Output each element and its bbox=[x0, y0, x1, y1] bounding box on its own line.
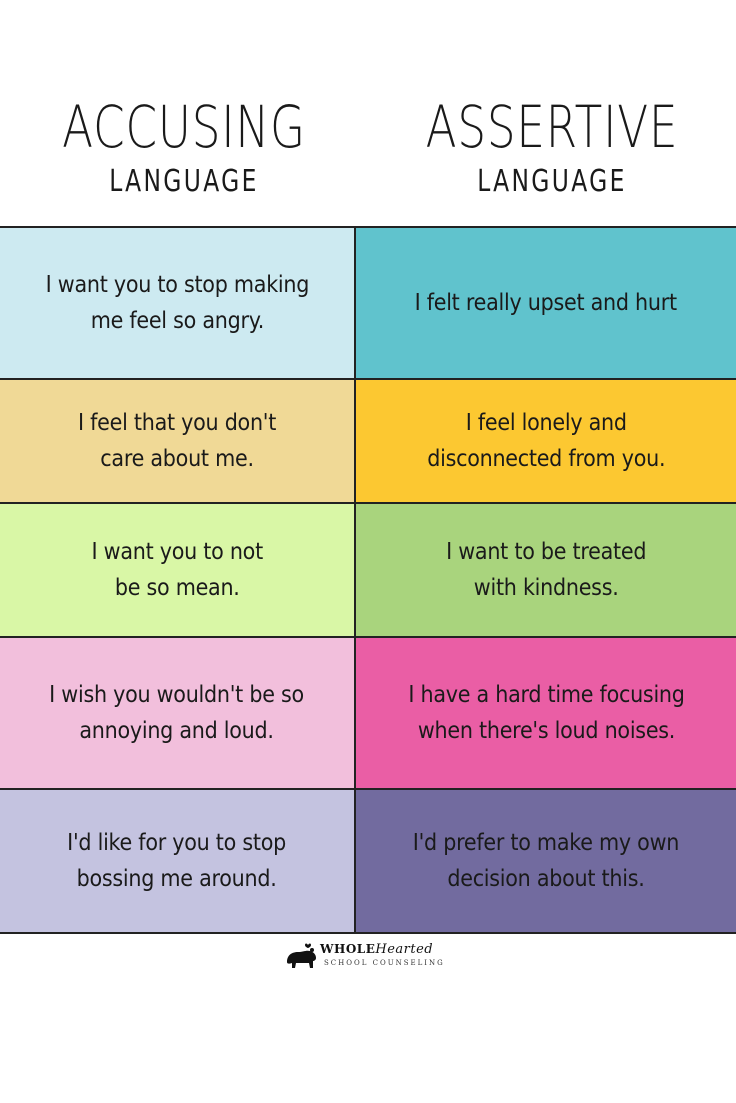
assertive-title: ASSERTIVE bbox=[425, 93, 679, 161]
assertive-text: I want to be treated with kindness. bbox=[445, 539, 647, 601]
assertive-cell bbox=[354, 226, 736, 380]
bear-icon bbox=[284, 942, 318, 972]
assertive-cell bbox=[354, 378, 736, 504]
assertive-text: I'd prefer to make my own decision about this. bbox=[412, 830, 680, 892]
assertive-header bbox=[368, 92, 736, 202]
accusing-cell bbox=[0, 636, 356, 790]
brand-tagline: SCHOOL COUNSELING bbox=[324, 959, 445, 967]
brand-name: WHOLEHearted bbox=[320, 942, 434, 957]
comparison-grid bbox=[0, 226, 736, 936]
assertive-text: I feel lonely and disconnected from you. bbox=[426, 410, 666, 472]
accusing-text: I feel that you don't care about me. bbox=[77, 410, 277, 472]
assertive-cell bbox=[354, 636, 736, 790]
accusing-title: ACCUSING bbox=[62, 93, 306, 161]
assertive-cell bbox=[354, 502, 736, 638]
assertive-cell bbox=[354, 788, 736, 934]
accusing-cell bbox=[0, 226, 356, 380]
accusing-text: I want you to not be so mean. bbox=[91, 539, 263, 601]
accusing-text: I want you to stop making me feel so angry. bbox=[45, 272, 309, 334]
assertive-text: I have a hard time focusing when there's loud noises. bbox=[407, 682, 685, 744]
accusing-subtitle: LANGUAGE bbox=[109, 164, 259, 199]
accusing-text: I'd like for you to stop bossing me around. bbox=[67, 830, 287, 892]
accusing-text: I wish you wouldn't be so annoying and loud. bbox=[49, 682, 305, 744]
assertive-subtitle: LANGUAGE bbox=[477, 164, 627, 199]
assertive-text: I felt really upset and hurt bbox=[414, 290, 678, 316]
poster-header bbox=[0, 0, 736, 225]
accusing-cell bbox=[0, 378, 356, 504]
accusing-cell bbox=[0, 788, 356, 934]
accusing-cell bbox=[0, 502, 356, 638]
brand-logo bbox=[284, 940, 454, 974]
accusing-header bbox=[0, 92, 368, 202]
